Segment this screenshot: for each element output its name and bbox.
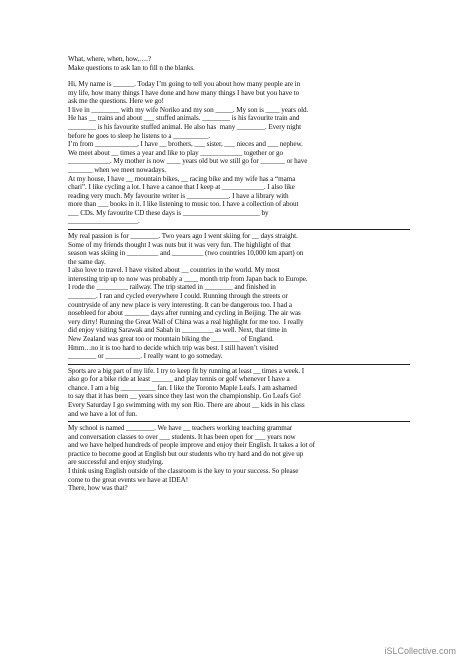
text-line: chari”. I like cycling a lot. I have a canoe that I keep at ____________. I also like [68,183,295,192]
text-line: ________. I ran and cycled everywhere I could. Running through the streets or [68,292,288,301]
text-line: ask me the questions. Here we go! [68,97,164,106]
paragraph-intro [68,80,410,226]
text-line: countryside of any new place is very interesting. It can be dangerous too. I had a [68,300,292,309]
text-line: Hmm…no it is too hard to decide which trip was best. I still haven’t visited [68,343,279,352]
text-line: I’m from ____________, I have __ brothers, ___ sister, ___ nieces and ___ nephew. [68,140,303,149]
text-line: come to the great events we have at IDEA! [68,475,188,484]
header-line-2: Make questions to ask Ian to fill n the blanks. [68,63,195,72]
text-line: ____________________. [68,217,140,226]
text-line: ________ or __________. I really want to go someday. [68,352,223,361]
header-line-1: What, where, when, how,….? [68,55,151,63]
text-line: New Zealand was great too or mountain biking the ________ of England. [68,334,274,343]
text-line: _______ when we meet nowadays. [68,165,166,174]
worksheet-header [68,55,410,72]
text-line: Hi, My name is ______. Today I’m going to tell you about how many people are in [68,80,301,89]
text-line: reading very much. My favourite writer is ____________. I have a library with [68,191,289,200]
paragraph-sports [68,367,410,418]
text-line: I also love to travel. I have visited about __ countries in the world. My most [68,266,280,275]
text-line: and we have helped hundreds of people improve and enjoy their English. It takes a lot of [68,441,315,450]
text-line: Sports are a big part of my life. I try to keep fit by running at least __ times a week. I [68,366,305,375]
text-line: season was skiing in _________ and _________ (two countries 10,000 km apart) on [68,249,304,258]
site-watermark: iSLCollective.com [384,646,456,656]
text-line: There, how was that? [68,484,128,493]
text-line: more than ___ books in it. I like listening to music too. I have a collection of about [68,200,299,209]
text-line: practice to become good at English but our students who try hard and do not give up [68,449,304,458]
text-line: to say that it has been __ years since they last won the championship. Go Leafs Go! [68,392,302,401]
text-line: My real passion is for ________. Two years ago I went skiing for __ days straight. [68,231,298,240]
text-line: I rode the _________ railway. The trip started in ________ and finished in [68,283,276,292]
text-line: At my house, I have __ mountain bikes, __ racing bike and my wife has a “mama [68,174,296,183]
text-line: and conversation classes to over ___ students. It has been open for ___ years now [68,432,296,441]
text-line: ____________. My mother is now ____ years old but we still go for _______ or have [68,157,308,166]
text-line: I think using English outside of the classroom is the key to your success. So please [68,467,299,476]
section-divider [68,421,410,422]
text-line: interesting trip up to now was probably a ____ month trip from Japan back to Europe. [68,274,308,283]
text-line: are successful and enjoy studying. [68,458,164,467]
worksheet [68,55,410,493]
text-line: also go for a bike ride at least ______ and play tennis or golf whenever I have a [68,375,290,384]
paragraph-school [68,424,410,493]
text-line: We meet about __ times a year and like to play ____________ together or go [68,148,284,157]
section-divider [68,229,410,230]
text-line: nosebleed for about _______ days after running and cycling in Beijing. The air was [68,309,301,318]
text-line: He has __ trains and about ___ stuffed animals. ________ is his favourite train and [68,114,300,123]
text-line: ________ is his favourite stuffed animal. He also has many ________. Every night [68,123,302,132]
text-line: Some of my friends thought I was nuts but it was very fun. The highlight of that [68,240,291,249]
text-line: ___ CDs. My favourite CD these days is ______________________ by [68,208,269,217]
text-line: the same day. [68,257,106,266]
text-line: My school is named ________. We have __ teachers working teaching grammar [68,424,293,433]
paragraph-passion-travel [68,232,410,361]
text-line: Every Saturday I go swimming with my son Rio. There are about __ kids in his class [68,400,305,409]
text-line: did enjoy visiting Sarawak and Sabah in _________ as well. Next, that time in [68,326,287,335]
text-line: very dirty! Running the Great Wall of China was a real highlight for me too. I really [68,317,304,326]
text-line: before he goes to sleep he listens to a __________. [68,131,210,140]
text-line: I live in ________ with my wife Noriko and my son _____. My son is ____ years old. [68,105,309,114]
text-line: my life, how many things I have done and how many things I have but you have to [68,88,300,97]
section-divider [68,364,410,365]
text-line: chance. I am a big __________ fan. I like the Toronto Maple Leafs. I am ashamed [68,383,297,392]
text-line: and we have a lot of fun. [68,409,137,418]
